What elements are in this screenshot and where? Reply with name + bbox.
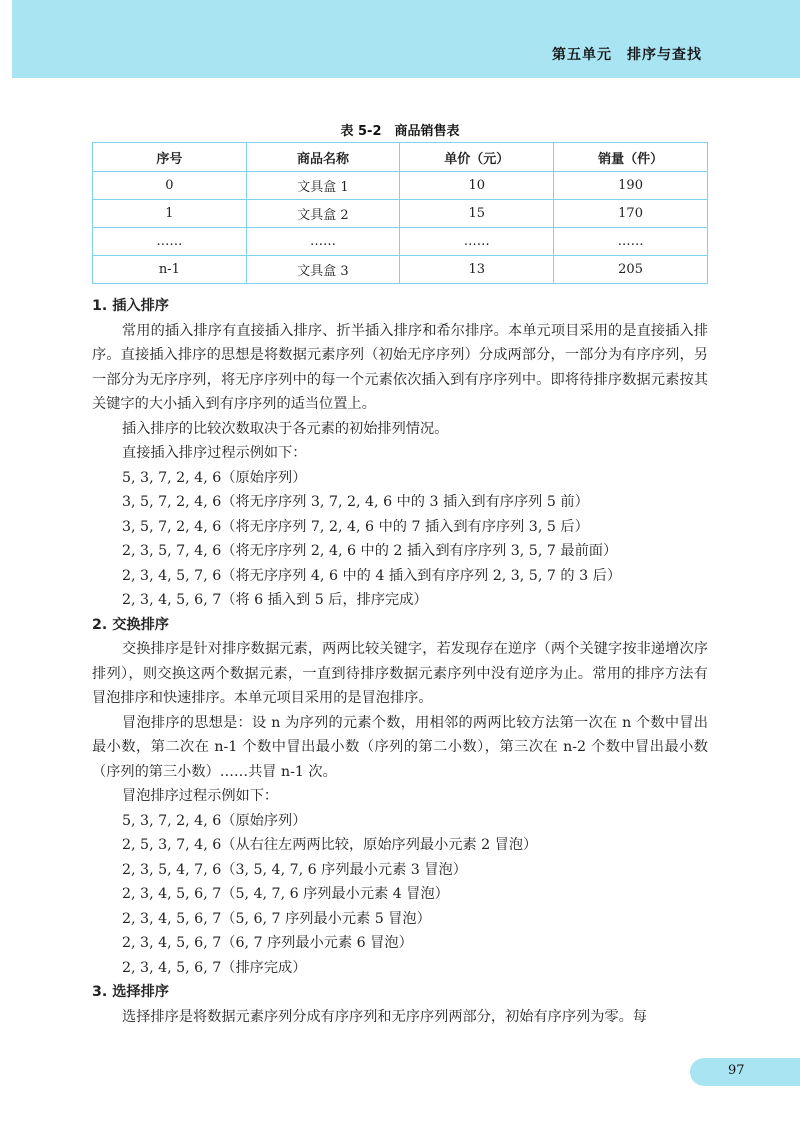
example-line: 2, 3, 4, 5, 6, 7（6, 7 序列最小元素 6 冒泡）: [122, 935, 413, 951]
column-header: 商品名称: [246, 143, 400, 172]
example-line: 2, 3, 4, 5, 6, 7（5, 6, 7 序列最小元素 5 冒泡）: [122, 910, 431, 927]
table-cell: 190: [554, 172, 708, 200]
page-number: 97: [728, 1063, 745, 1078]
header-bar: [12, 0, 800, 78]
table-cell: 文具盒 1: [246, 172, 400, 200]
table-cell: ……: [554, 228, 708, 256]
example-line: 2, 3, 4, 5, 6, 7（将 6 插入到 5 后，排序完成）: [122, 592, 428, 608]
paragraph: 常用的插入排序有直接插入排序、折半插入排序和希尔排序。本单元项目采用的是直接插入排序。直接插入排序的思想是将数据元素序列（初始无序序列）分成两部分，一部分为有序序列，另一部分为无序序列，将无序序列中的每一个元素依次插入到有序序列中。即将待排序数据元素按其关键字的大小插入到有序序列的适当位置上。: [92, 322, 708, 412]
table-cell: 文具盒 2: [246, 200, 400, 228]
table-cell: ……: [246, 228, 400, 256]
example-line: 2, 3, 5, 7, 4, 6（将无序序列 2, 4, 6 中的 2 插入到有序序列 3, 5, 7 最前面）: [122, 543, 618, 559]
column-header: 销量（件）: [554, 143, 708, 172]
example-line: 3, 5, 7, 2, 4, 6（将无序序列 7, 2, 4, 6 中的 7 插入到有序序列 3, 5 后）: [122, 518, 589, 535]
table-cell: n-1: [93, 256, 247, 284]
example-line: 2, 3, 4, 5, 7, 6（将无序序列 4, 6 中的 4 插入到有序序列 2, 3, 5, 7 的 3 后）: [122, 567, 622, 584]
example-line: 2, 3, 5, 4, 7, 6（3, 5, 4, 7, 6 序列最小元素 3 冒泡）: [122, 861, 467, 878]
section-heading-exchange-sort: 2. 交换排序: [92, 616, 169, 633]
column-header: 序号: [93, 143, 247, 172]
table-caption: 表 5-2 商品销售表: [340, 124, 460, 139]
table-cell: 205: [554, 256, 708, 284]
example-line: 3, 5, 7, 2, 4, 6（将无序序列 3, 7, 2, 4, 6 中的 3 插入到有序序列 5 前）: [122, 494, 589, 510]
paragraph: 冒泡排序过程示例如下：: [122, 788, 279, 804]
sales-table: [92, 142, 708, 284]
table-cell: 文具盒 3: [246, 256, 400, 284]
table-cell: ……: [400, 228, 554, 256]
section-heading-selection-sort: 3. 选择排序: [92, 984, 169, 1000]
table-cell: 1: [93, 200, 247, 228]
example-line: 2, 5, 3, 7, 4, 6（从右往左两两比较，原始序列最小元素 2 冒泡）: [122, 837, 538, 853]
table-cell: 15: [400, 200, 554, 228]
table-cell: 170: [554, 200, 708, 228]
table-row: [93, 256, 708, 284]
paragraph: 直接插入排序过程示例如下：: [122, 445, 307, 461]
chapter-title: 第五单元 排序与查找: [552, 47, 702, 63]
section-heading-insertion-sort: 1. 插入排序: [92, 298, 169, 314]
table-cell: ……: [93, 228, 247, 256]
example-line: 5, 3, 7, 2, 4, 6（原始序列）: [122, 812, 307, 829]
paragraph: 冒泡排序的思想是：设 n 为序列的元素个数，用相邻的两两比较方法第一次在 n 个数中冒出最小数，第二次在 n-1 个数中冒出最小数（序列的第二小数），第三次在 n-2 个数中冒出最小数（序列的第三小数）……共冒 n-1 次。: [92, 714, 708, 780]
table-cell: 13: [400, 256, 554, 284]
table-cell: 10: [400, 172, 554, 200]
paragraph: 选择排序是将数据元素序列分成有序序列和无序序列两部分，初始有序序列为零。每: [122, 1008, 647, 1025]
body-text: [92, 294, 708, 1029]
table-header-row: [93, 143, 708, 172]
table-row: [93, 200, 708, 228]
example-line: 5, 3, 7, 2, 4, 6（原始序列）: [122, 469, 307, 486]
page-number-tab: [690, 1058, 800, 1086]
paragraph: 插入排序的比较次数取决于各元素的初始排列情况。: [122, 420, 449, 437]
table-cell: 0: [93, 172, 247, 200]
paragraph: 交换排序是针对排序数据元素，两两比较关键字，若发现存在逆序（两个关键字按非递增次序排列），则交换这两个数据元素，一直到待排序数据元素序列中没有逆序为止。常用的排序方法有冒泡排序和快速排序。本单元项目采用的是冒泡排序。: [92, 641, 708, 706]
table-row: [93, 228, 708, 256]
table-row: [93, 172, 708, 200]
column-header: 单价（元）: [400, 143, 554, 172]
example-line: 2, 3, 4, 5, 6, 7（5, 4, 7, 6 序列最小元素 4 冒泡）: [122, 886, 449, 902]
example-line: 2, 3, 4, 5, 6, 7（排序完成）: [122, 959, 307, 976]
